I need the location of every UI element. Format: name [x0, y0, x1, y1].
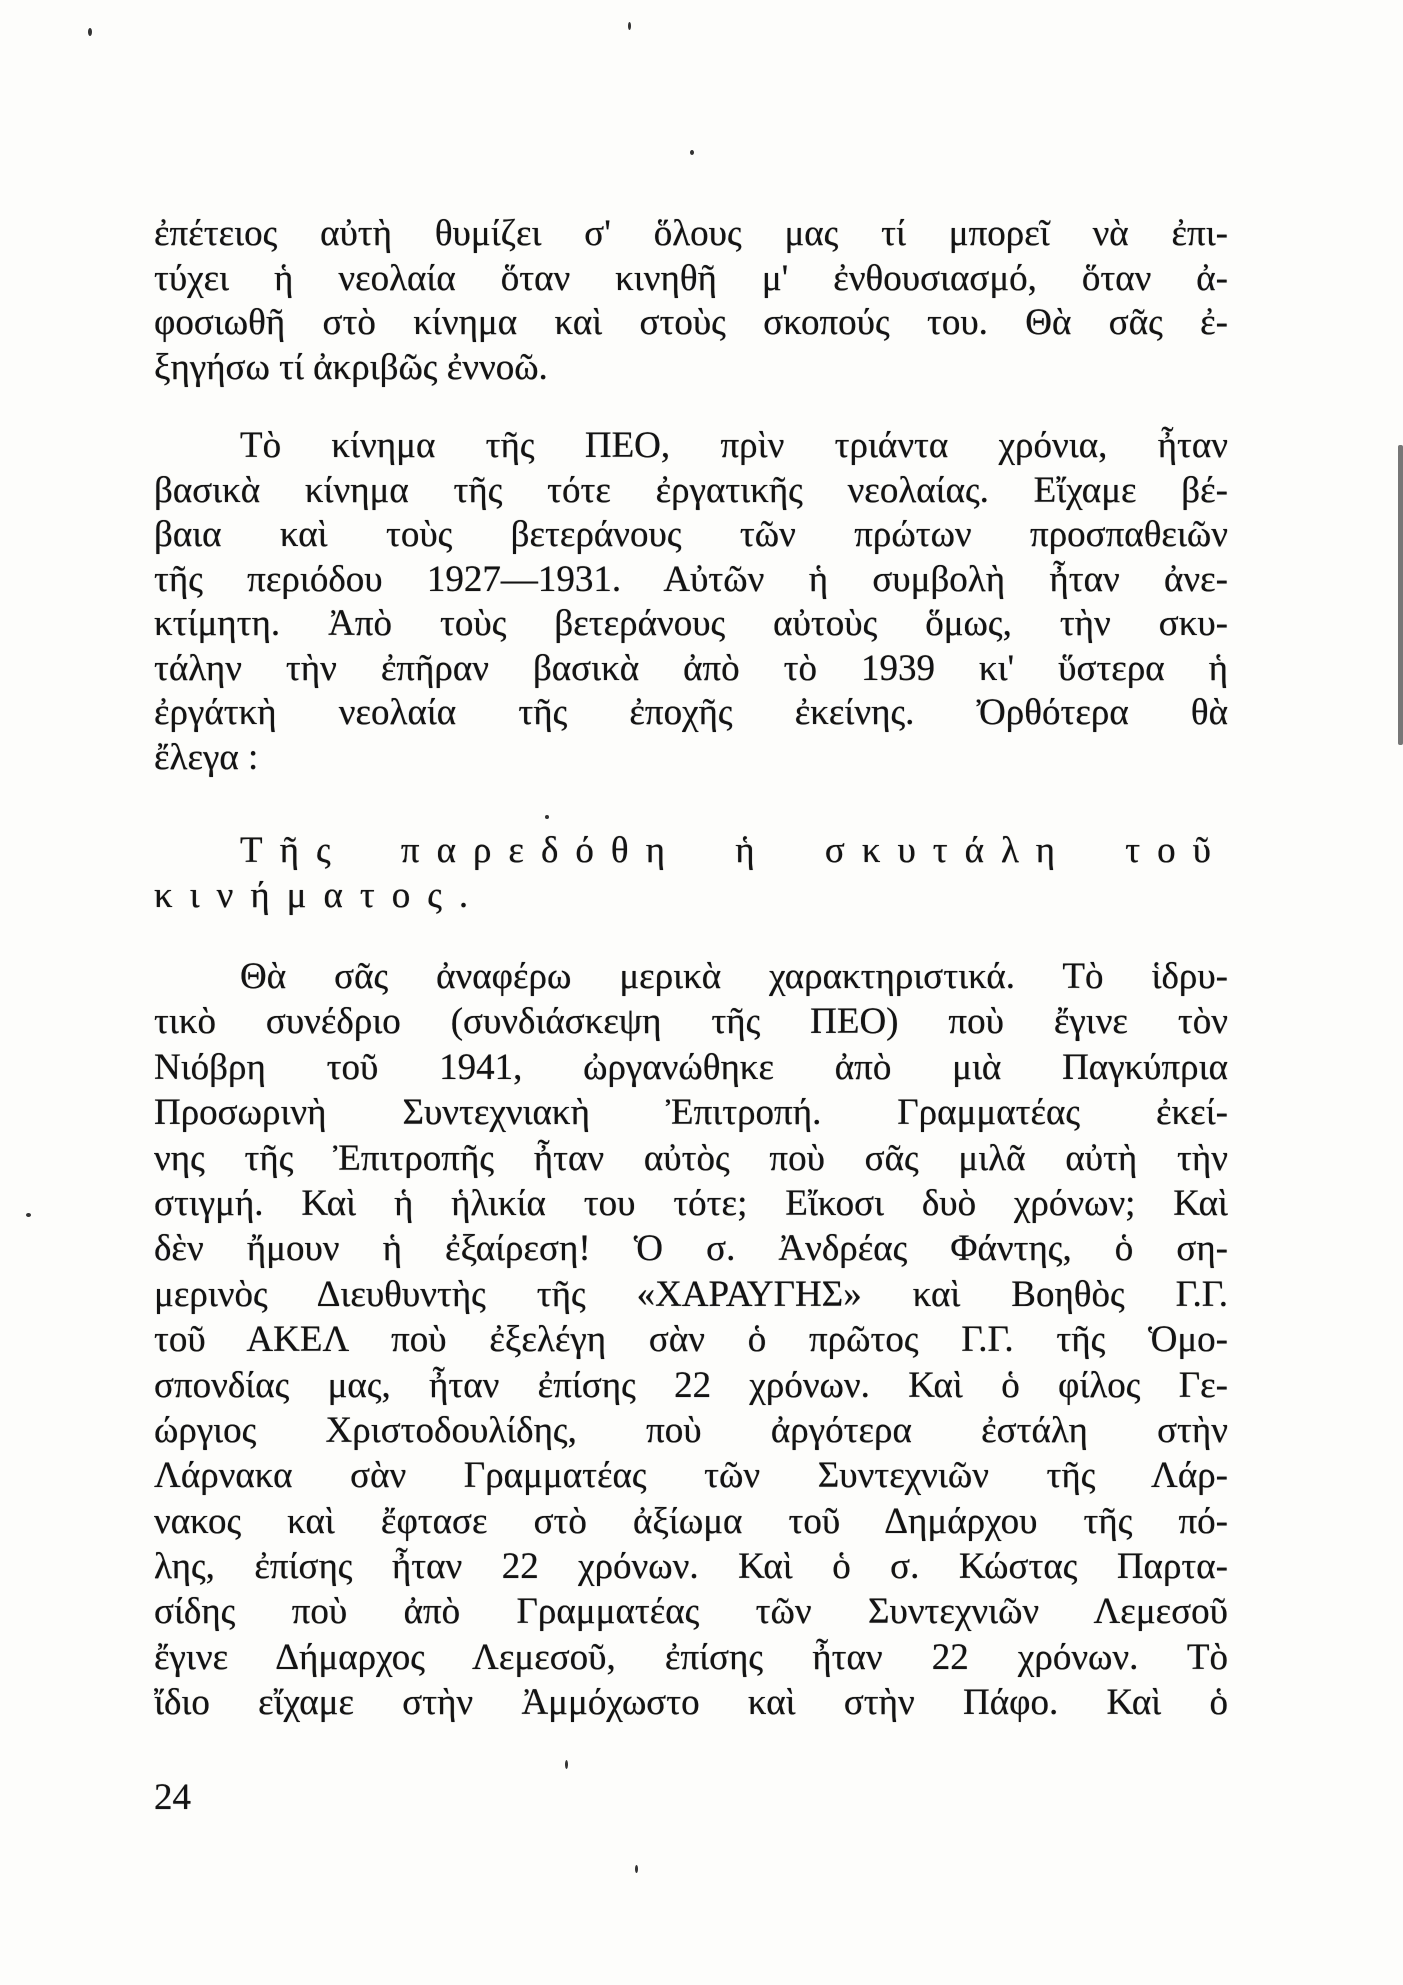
text-line: ἔλεγα : — [154, 736, 259, 778]
text-line: μερινὸς Διευθυντὴς τῆς «ΧΑΡΑΥΓΗΣ» καὶ Βοηθὸς Γ.Γ. — [154, 1273, 1228, 1315]
scan-speck — [628, 22, 631, 30]
spaced-emphasis — [154, 829, 1228, 918]
scan-speck — [635, 1865, 638, 1873]
scan-speck — [26, 1213, 31, 1217]
text-line: δὲν ἤμουν ἡ ἐξαίρεση! Ὁ σ. Ἀνδρέας Φάντης, ὁ ση- — [154, 1228, 1228, 1270]
page-number: 24 — [154, 1777, 191, 1818]
text-line: Προσωρινὴ Συντεχνιακὴ Ἐπιτροπή. Γραμματέας ἐκεί- — [154, 1092, 1228, 1134]
text-line: κτίμητη. Ἀπὸ τοὺς βετεράνους αὐτοὺς ὅμως, τὴν σκυ- — [154, 603, 1228, 644]
text-line: Τὸ κίνημα τῆς ΠΕΟ, πρὶν τριάντα χρόνια, ἦταν — [240, 425, 1228, 466]
text-line: Θὰ σᾶς ἀναφέρω μερικὰ χαρακτηριστικά. Τὸ ἱδρυ- — [240, 956, 1228, 997]
text-line: τάλην τὴν ἐπῆραν βασικὰ ἀπὸ τὸ 1939 κι' ὕστερα ἡ — [154, 647, 1228, 689]
text-line: Λάρνακα σὰν Γραμματέας τῶν Συντεχνιῶν τῆς Λάρ- — [154, 1455, 1228, 1497]
scan-speck — [690, 150, 694, 155]
text-line: σίδης ποὺ ἀπὸ Γραμματέας τῶν Συντεχνιῶν Λεμεσοῦ — [154, 1591, 1228, 1633]
spaced-text-line: Τῆς παρεδόθη ἡ σκυτάλη τοῦ — [240, 830, 1228, 871]
text-line: ἔγινε Δήμαρχος Λεμεσοῦ, ἐπίσης ἦταν 22 χρόνων. Τὸ — [154, 1636, 1228, 1678]
text-line: τικὸ συνέδριο (συνδιάσκεψη τῆς ΠΕΟ) ποὺ ἔγινε τὸν — [154, 1001, 1228, 1043]
text-line: ἐργάτκὴ νεολαία τῆς ἐποχῆς ἐκείνης. Ὀρθότερα θὰ — [154, 692, 1228, 733]
scan-speck — [88, 28, 92, 36]
text-line: βαια καὶ τοὺς βετεράνους τῶν πρώτων προσπαθειῶν — [154, 514, 1228, 555]
text-line: σπονδίας μας, ἦταν ἐπίσης 22 χρόνων. Καὶ ὁ φίλος Γε- — [154, 1364, 1228, 1406]
text-line: τοῦ ΑΚΕΛ ποὺ ἐξελέγη σὰν ὁ πρῶτος Γ.Γ. τῆς Ὁμο- — [154, 1319, 1228, 1361]
scan-speck — [1398, 445, 1403, 745]
text-line: ξηγήσω τί ἀκριβῶς ἐννοῶ. — [154, 346, 548, 388]
text-line: βασικὰ κίνημα τῆς τότε ἐργατικῆς νεολαίας. Εἴχαμε βέ- — [154, 469, 1228, 511]
spaced-text-line: κινήματος. — [154, 874, 486, 916]
text-line: τῆς περιόδου 1927—1931. Αὐτῶν ἡ συμβολὴ ἦταν ἀνε- — [154, 558, 1228, 600]
text-line: τύχει ἡ νεολαία ὅταν κινηθῆ μ' ἐνθουσιασμό, ὅταν ἀ- — [154, 257, 1228, 299]
text-line: νης τῆς Ἐπιτροπῆς ἦταν αὐτὸς ποὺ σᾶς μιλᾶ αὐτὴ τὴν — [154, 1137, 1228, 1179]
paragraph-continuation — [154, 212, 1228, 390]
paragraph — [154, 954, 1228, 1726]
scan-speck — [565, 1760, 568, 1769]
text-line: νακος καὶ ἔφτασε στὸ ἀξίωμα τοῦ Δημάρχου τῆς πό- — [154, 1500, 1228, 1542]
text-line: στιγμή. Καὶ ἡ ἡλικία του τότε; Εἴκοσι δυὸ χρόνων; Καὶ — [154, 1182, 1228, 1224]
scan-speck — [545, 815, 549, 819]
text-line: ἴδιο εἴχαμε στὴν Ἀμμόχωστο καὶ στὴν Πάφο. Καὶ ὁ — [154, 1682, 1228, 1724]
paragraph — [154, 424, 1228, 780]
text-line: φοσιωθῆ στὸ κίνημα καὶ στοὺς σκοπούς του. Θὰ σᾶς ἐ- — [154, 302, 1228, 343]
text-line: Νιόβρη τοῦ 1941, ὠργανώθηκε ἀπὸ μιὰ Παγκύπρια — [154, 1046, 1228, 1088]
text-line: ώργιος Χριστοδουλίδης, ποὺ ἀργότερα ἐστάλη στὴν — [154, 1409, 1228, 1451]
text-line: λης, ἐπίσης ἦταν 22 χρόνων. Καὶ ὁ σ. Κώστας Παρτα- — [154, 1546, 1228, 1588]
text-line: ἐπέτειος αὐτὴ θυμίζει σ' ὅλους μας τί μπορεῖ νὰ ἐπι- — [154, 213, 1228, 254]
